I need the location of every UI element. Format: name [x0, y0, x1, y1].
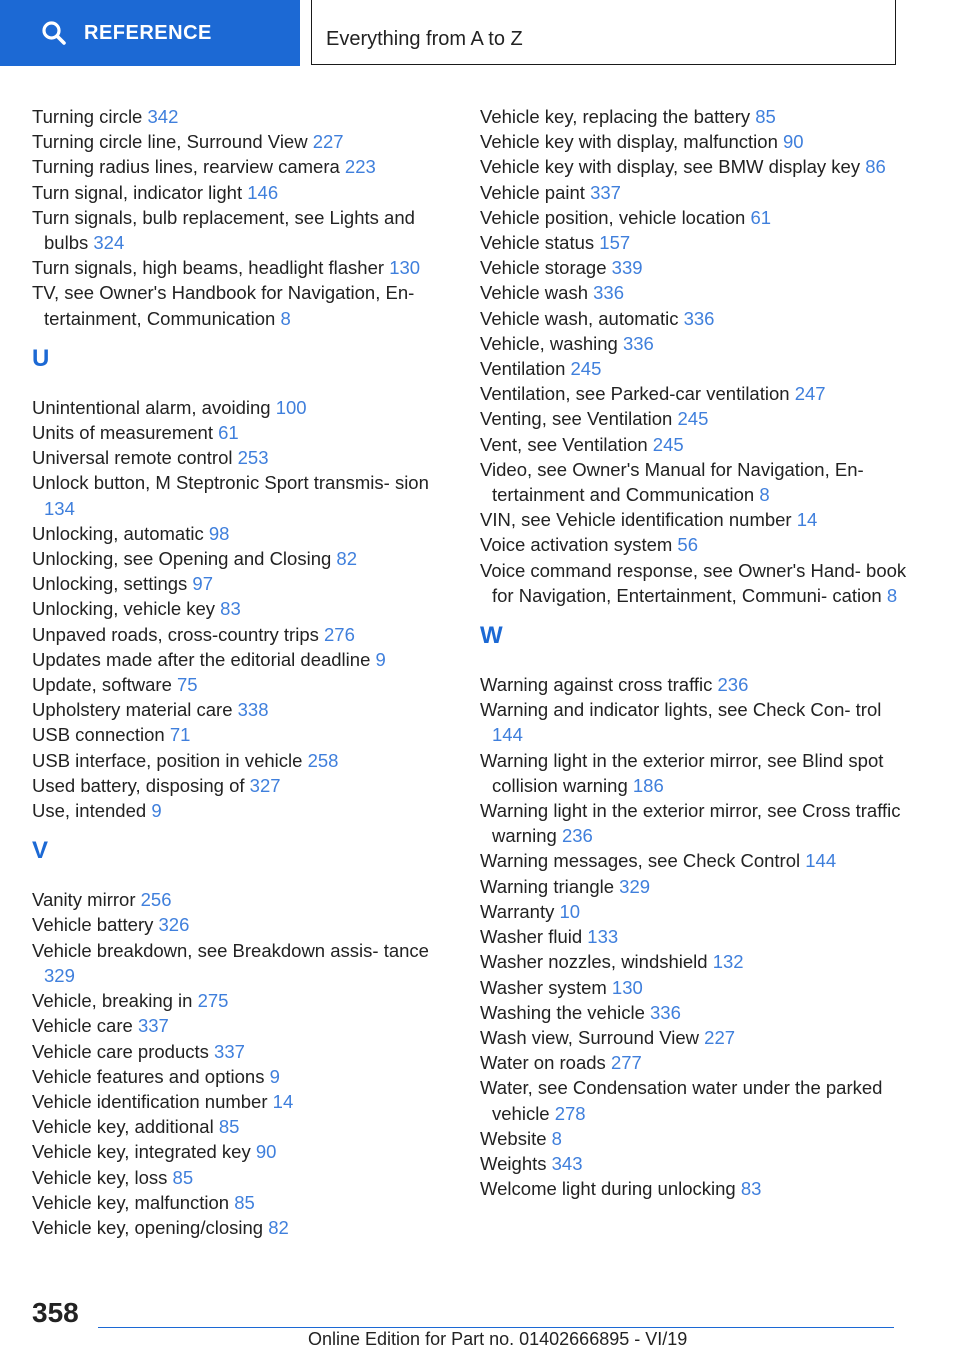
- index-entry: [480, 532, 910, 557]
- index-entry: [32, 154, 452, 179]
- index-letter-heading: U: [32, 344, 50, 372]
- page-link[interactable]: 9: [151, 800, 162, 822]
- index-entry: [480, 1025, 910, 1050]
- index-entry: [32, 445, 452, 470]
- index-entry: [480, 899, 910, 924]
- index-entry: [480, 129, 910, 154]
- section-label: REFERENCE: [84, 21, 212, 44]
- index-entry: [32, 773, 452, 798]
- index-entry-text: Unlocking, see Opening and Closing: [32, 548, 332, 570]
- page-link[interactable]: 227: [312, 131, 344, 153]
- index-entry: [32, 1215, 452, 1240]
- page-link[interactable]: 256: [140, 889, 172, 911]
- index-entry: [480, 406, 910, 431]
- index-entry-text: Vehicle key, opening/closing: [32, 1216, 264, 1238]
- index-entry-text: Voice command response, see Owner's Hand- book for Navigation, Entertainment, Communi- cation: [480, 559, 907, 606]
- index-entry-text: Welcome light during unlocking: [480, 1178, 736, 1200]
- index-entry: [32, 1013, 452, 1038]
- index-entry-text: Turning circle line, Surround View: [32, 131, 308, 153]
- index-entry-text: Website: [480, 1127, 547, 1149]
- index-entry: [480, 381, 910, 406]
- page-link[interactable]: 130: [389, 257, 421, 279]
- page-link[interactable]: 134: [44, 497, 75, 519]
- index-entry-text: Vehicle key with display, malfunction: [480, 131, 778, 153]
- index-entry: [32, 887, 452, 912]
- index-entry: [32, 1190, 452, 1215]
- index-entry: [32, 722, 452, 747]
- page-link[interactable]: 9: [375, 648, 386, 670]
- index-entry-text: Vehicle wash, automatic: [480, 307, 679, 329]
- page-link[interactable]: 338: [237, 699, 269, 721]
- index-entry-text: Used battery, disposing of: [32, 774, 245, 796]
- index-entry: [480, 975, 910, 1000]
- index-entry-text: VIN, see Vehicle identification number: [480, 509, 792, 531]
- index-entry: [32, 596, 452, 621]
- page-link[interactable]: 337: [590, 181, 621, 203]
- index-entry: [480, 1176, 910, 1201]
- index-entry-text: Vehicle, breaking in: [32, 990, 193, 1012]
- page-link[interactable]: 337: [137, 1015, 169, 1037]
- index-entry-text: Vent, see Ventilation: [480, 433, 648, 455]
- page-link[interactable]: 245: [652, 433, 684, 455]
- page-link[interactable]: 336: [593, 282, 624, 304]
- index-entry: [32, 280, 452, 330]
- index-entry-text: Vehicle status: [480, 232, 595, 254]
- index-entry: [480, 1126, 910, 1151]
- index-entry: [32, 622, 452, 647]
- index-entry-text: Vehicle key, malfunction: [32, 1191, 230, 1213]
- page-link[interactable]: 85: [218, 1116, 240, 1138]
- index-entry: [32, 697, 452, 722]
- chapter-title: Everything from A to Z: [326, 28, 523, 50]
- page-link[interactable]: 56: [677, 534, 698, 556]
- index-entry: [480, 230, 910, 255]
- page-link[interactable]: 61: [750, 206, 772, 228]
- page-link[interactable]: 8: [886, 584, 898, 606]
- index-entry-text: Warning light in the exterior mirror, see Cross traffic warning: [480, 800, 901, 847]
- index-entry: [480, 104, 910, 129]
- page-link[interactable]: 85: [755, 106, 776, 127]
- page-link[interactable]: 85: [172, 1166, 194, 1188]
- index-entry: [480, 331, 910, 356]
- page-link[interactable]: 336: [650, 1001, 681, 1023]
- index-entry: [480, 1151, 910, 1176]
- index-entry-text: Unintentional alarm, avoiding: [32, 396, 271, 418]
- page-link[interactable]: 329: [44, 964, 75, 986]
- index-entry-text: Vehicle paint: [480, 181, 585, 203]
- index-entry-text: Unpaved roads, cross-country trips: [32, 623, 319, 645]
- page-number: 358: [32, 1297, 79, 1328]
- index-entry: [32, 798, 452, 823]
- page-link[interactable]: 83: [220, 598, 241, 620]
- index-entry: [480, 205, 910, 230]
- page-link[interactable]: 75: [177, 674, 198, 696]
- page-link[interactable]: 97: [192, 573, 213, 595]
- page-link[interactable]: 236: [561, 825, 593, 847]
- search-icon: [40, 19, 68, 47]
- page-link[interactable]: 336: [622, 332, 654, 354]
- index-entry: [480, 180, 910, 205]
- index-entry: [32, 1165, 452, 1190]
- page-link[interactable]: 223: [344, 156, 376, 178]
- index-entry-text: Vehicle key with display, see BMW display key: [480, 156, 861, 178]
- index-entry-text: Updates made after the editorial deadline: [32, 648, 371, 670]
- page-link[interactable]: 275: [197, 990, 229, 1012]
- page-link[interactable]: 82: [336, 548, 357, 570]
- page-link[interactable]: 247: [794, 383, 826, 405]
- index-entry: [480, 672, 910, 697]
- index-entry-text: TV, see Owner's Handbook for Navigation, En- tertainment, Communication: [32, 282, 415, 329]
- page-link[interactable]: 342: [147, 106, 179, 127]
- page-link[interactable]: 98: [208, 522, 230, 544]
- index-entry-text: Warranty: [480, 900, 555, 922]
- index-entry: [32, 912, 452, 937]
- index-entry: [480, 1075, 910, 1125]
- page-link[interactable]: 253: [237, 447, 269, 469]
- index-entry-text: Warning triangle: [480, 875, 615, 897]
- page-link[interactable]: 85: [234, 1191, 255, 1213]
- index-entry-text: Water, see Condensation water under the parked vehicle: [480, 1077, 883, 1124]
- index-entry-text: Turn signals, bulb replacement, see Lights and bulbs: [32, 206, 415, 254]
- index-entry: [32, 255, 452, 280]
- index-entry-text: Vehicle features and options: [32, 1065, 265, 1087]
- page-link[interactable]: 133: [587, 926, 619, 948]
- index-entry: [480, 874, 910, 899]
- index-entry-text: Vehicle key, loss: [32, 1166, 168, 1188]
- page-link[interactable]: 144: [492, 724, 523, 746]
- index-entry-text: Ventilation: [480, 358, 566, 380]
- page-link[interactable]: 236: [717, 674, 749, 696]
- page-link[interactable]: 82: [268, 1216, 289, 1238]
- index-entry: [480, 255, 910, 280]
- page-link[interactable]: 326: [158, 914, 190, 936]
- page-link[interactable]: 157: [599, 232, 631, 254]
- page-link[interactable]: 130: [611, 976, 643, 998]
- page-link[interactable]: 71: [169, 724, 191, 746]
- index-entry-text: Vehicle key, replacing the battery: [480, 106, 751, 127]
- index-entry-text: Vanity mirror: [32, 889, 136, 911]
- index-letter-heading: V: [32, 837, 49, 865]
- index-entry-text: Wash view, Surround View: [480, 1026, 700, 1048]
- index-entry-text: Warning light in the exterior mirror, see Blind spot collision warning: [480, 749, 884, 796]
- page-link[interactable]: 146: [247, 181, 279, 203]
- index-entry: [32, 1064, 452, 1089]
- index-entry: [32, 129, 452, 154]
- index-entry-text: Vehicle position, vehicle location: [480, 206, 746, 228]
- page-link[interactable]: 324: [93, 232, 125, 254]
- index-entry: [32, 420, 452, 445]
- index-entry: [32, 205, 452, 255]
- index-entry: [32, 395, 452, 420]
- index-entry-text: Unlock button, M Steptronic Sport transmis- sion: [32, 472, 429, 494]
- page-link[interactable]: 132: [712, 951, 744, 973]
- index-entry-text: Unlocking, settings: [32, 573, 188, 595]
- index-entry-text: Vehicle identification number: [32, 1090, 268, 1112]
- page-link[interactable]: 337: [214, 1040, 245, 1062]
- index-column-right: [480, 104, 910, 1201]
- index-entry-text: Warning against cross traffic: [480, 674, 713, 696]
- page-link[interactable]: 227: [704, 1026, 736, 1048]
- index-entry: [480, 432, 910, 457]
- index-entry-text: Units of measurement: [32, 422, 213, 444]
- index-entry-text: Washer fluid: [480, 926, 583, 948]
- page-link[interactable]: 86: [865, 156, 886, 178]
- page-link[interactable]: 277: [610, 1052, 642, 1074]
- index-entry: [480, 558, 910, 608]
- index-entry: [32, 470, 452, 520]
- page-header: [0, 0, 960, 66]
- page-link[interactable]: 61: [218, 422, 239, 444]
- chapter-title-box: [311, 0, 896, 65]
- page-link[interactable]: 14: [272, 1090, 294, 1112]
- footer-divider: [98, 1327, 894, 1328]
- page-link[interactable]: 10: [559, 900, 581, 922]
- index-entry: [480, 697, 910, 747]
- index-entry-text: Water on roads: [480, 1052, 606, 1074]
- index-entry: [480, 798, 910, 848]
- index-entry-text: Turning radius lines, rearview camera: [32, 156, 340, 178]
- index-entry-text: Washer nozzles, windshield: [480, 951, 708, 973]
- index-entry-text: Video, see Owner's Manual for Navigation, En- tertainment and Communication: [480, 458, 864, 506]
- index-entry: [32, 180, 452, 205]
- index-entry-text: Use, intended: [32, 800, 147, 822]
- index-entry: [32, 647, 452, 672]
- index-entry-text: USB interface, position in vehicle: [32, 749, 303, 771]
- index-entry: [480, 507, 910, 532]
- page-link[interactable]: 258: [307, 749, 339, 771]
- index-entry: [480, 154, 910, 179]
- index-entry-text: Update, software: [32, 674, 172, 696]
- index-entry: [32, 1039, 452, 1064]
- page-link[interactable]: 276: [324, 623, 355, 645]
- page-link[interactable]: 339: [611, 257, 643, 279]
- index-entry: [480, 306, 910, 331]
- index-entry-text: Vehicle storage: [480, 257, 607, 279]
- index-entry-text: Voice activation system: [480, 534, 673, 556]
- index-entry: [32, 1139, 452, 1164]
- index-entry-text: Unlocking, automatic: [32, 522, 204, 544]
- index-entry: [32, 104, 452, 129]
- index-entry-text: Washer system: [480, 976, 607, 998]
- index-entry: [32, 546, 452, 571]
- index-entry: [480, 949, 910, 974]
- index-entry: [480, 1000, 910, 1025]
- page-link[interactable]: 100: [275, 396, 307, 418]
- index-entry: [480, 848, 910, 873]
- index-entry-text: Vehicle care products: [32, 1040, 209, 1062]
- index-entry-text: Turn signal, indicator light: [32, 181, 243, 203]
- index-entry: [480, 356, 910, 381]
- index-entry-text: Turn signals, high beams, headlight flasher: [32, 257, 385, 279]
- index-entry: [480, 280, 910, 305]
- index-entry-text: Vehicle breakdown, see Breakdown assis- tance: [32, 939, 429, 961]
- page-link[interactable]: 327: [249, 774, 281, 796]
- footer-edition: Online Edition for Part no. 01402666895 - VI/19: [308, 1329, 688, 1349]
- page-link[interactable]: 90: [255, 1141, 277, 1163]
- index-entry-text: Unlocking, vehicle key: [32, 598, 216, 620]
- index-entry: [32, 672, 452, 697]
- page-link[interactable]: 8: [280, 307, 291, 329]
- page-link[interactable]: 245: [570, 358, 602, 380]
- page-link[interactable]: 329: [619, 875, 651, 897]
- page-link[interactable]: 144: [805, 850, 837, 872]
- index-entry-text: Vehicle key, integrated key: [32, 1141, 251, 1163]
- page-link[interactable]: 336: [683, 307, 715, 329]
- index-entry-text: Vehicle wash: [480, 282, 588, 304]
- index-entry: [32, 988, 452, 1013]
- index-letter-heading: W: [480, 622, 503, 650]
- page-link[interactable]: 83: [740, 1178, 762, 1200]
- index-entry: [32, 1114, 452, 1139]
- page-link[interactable]: 8: [551, 1127, 562, 1149]
- index-entry: [32, 521, 452, 546]
- index-entry-text: Turning circle: [32, 106, 143, 127]
- index-entry-text: Universal remote control: [32, 447, 233, 469]
- index-entry: [32, 1089, 452, 1114]
- index-entry: [480, 748, 910, 798]
- index-entry-text: Vehicle key, additional: [32, 1116, 214, 1138]
- index-entry: [480, 924, 910, 949]
- page-link[interactable]: 90: [783, 131, 804, 153]
- index-entry-text: Vehicle, washing: [480, 332, 618, 354]
- page-link[interactable]: 8: [759, 484, 770, 506]
- index-entry: [480, 1050, 910, 1075]
- page-link[interactable]: 343: [551, 1152, 583, 1174]
- index-entry-text: USB connection: [32, 724, 165, 746]
- index-entry-text: Venting, see Ventilation: [480, 408, 673, 430]
- index-entry: [32, 748, 452, 773]
- index-entry-text: Ventilation, see Parked-car ventilation: [480, 383, 790, 405]
- index-entry-text: Vehicle care: [32, 1015, 133, 1037]
- page-link[interactable]: 9: [269, 1065, 280, 1087]
- index-column-left: [32, 104, 452, 1240]
- index-entry: [480, 457, 910, 507]
- index-entry-text: Weights: [480, 1152, 547, 1174]
- page-link[interactable]: 278: [554, 1102, 586, 1124]
- index-entry: [32, 938, 452, 988]
- index-entry: [32, 571, 452, 596]
- page-link[interactable]: 186: [632, 774, 664, 796]
- page-link[interactable]: 14: [796, 509, 818, 531]
- page-link[interactable]: 245: [677, 408, 709, 430]
- index-entry-text: Warning messages, see Check Control: [480, 850, 801, 872]
- reference-tab[interactable]: [0, 0, 300, 66]
- index-entry-text: Washing the vehicle: [480, 1001, 645, 1023]
- index-entry-text: Warning and indicator lights, see Check Con- trol: [480, 699, 882, 721]
- index-entry-text: Vehicle battery: [32, 914, 154, 936]
- index-entry-text: Upholstery material care: [32, 699, 233, 721]
